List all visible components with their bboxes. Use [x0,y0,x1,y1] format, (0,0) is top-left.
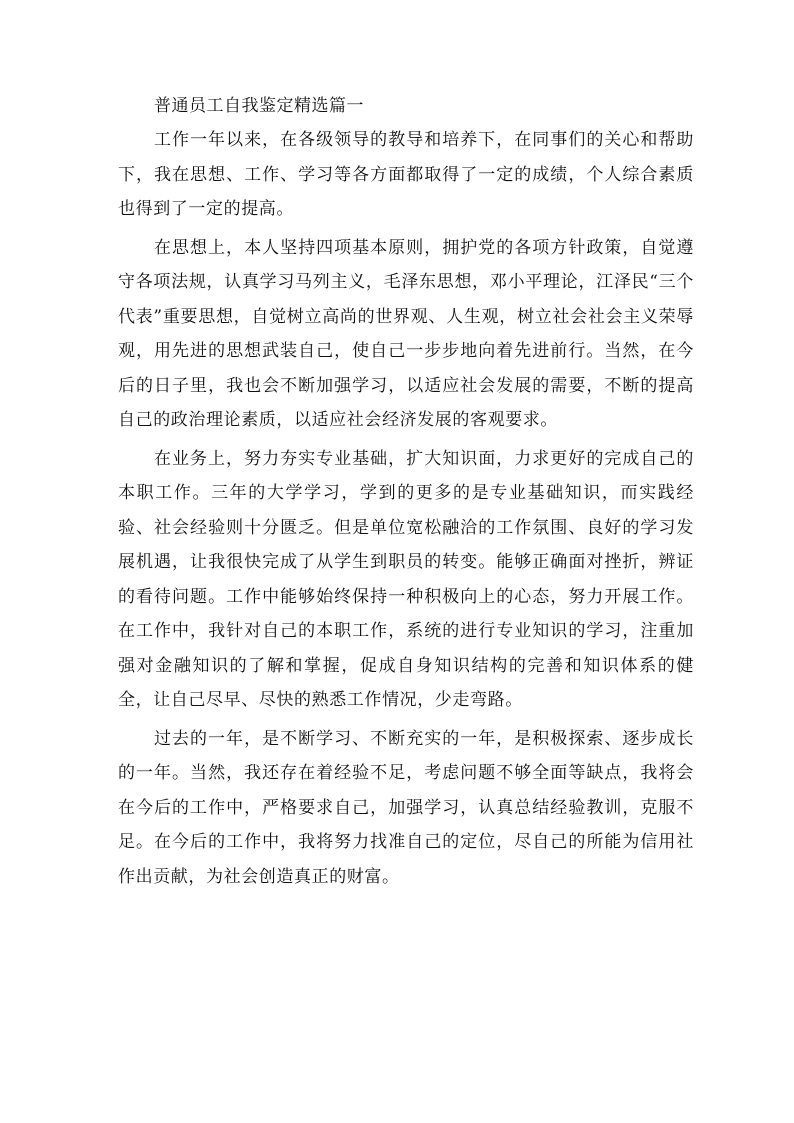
paragraph-summary: 过去的一年，是不断学习、不断充实的一年，是积极探索、逐步成长的一年。当然，我还存在着经验不足，考虑问题不够全面等缺点，我将会在今后的工作中，严格要求自己，加强学习，认真总结经验教训，克服不足。在今后的工作中，我将努力找准自己的定位，尽自己的所能为信用社作出贡献，为社会创造真正的财富。 [118,728,694,887]
paragraph-business: 在业务上，努力夯实专业基础，扩大知识面，力求更好的完成自己的本职工作。三年的大学学习，学到的更多的是专业基础知识，而实践经验、社会经验则十分匮乏。但是单位宽松融洽的工作氛围、良好的学习发展机遇，让我很快完成了从学生到职员的转变。能够正确面对挫折，辨证的看待问题。工作中能够始终保持一种积极向上的心态，努力开展工作。在工作中，我针对自己的本职工作，系统的进行专业知识的学习，注重加强对金融知识的了解和掌握，促成自身知识结构的完善和知识体系的健全，让自己尽早、尽快的熟悉工作情况，少走弯路。 [118,448,694,710]
paragraph-intro: 工作一年以来，在各级领导的教导和培养下，在同事们的关心和帮助下，我在思想、工作、学习等各方面都取得了一定的成绩，个人综合素质也得到了一定的提高。 [118,130,694,219]
document-title: 普通员工自我鉴定精选篇一 [154,96,364,116]
document-body [118,91,694,898]
paragraph-ideology: 在思想上，本人坚持四项基本原则，拥护党的各项方针政策，自觉遵守各项法规，认真学习马列主义，毛泽东思想，邓小平理论，江泽民“三个代表”重要思想，自觉树立高尚的世界观、人生观，树立社会社会主义荣辱观，用先进的思想武装自己，使自己一步步地向着先进前行。当然，在今后的日子里，我也会不断加强学习，以适应社会发展的需要，不断的提高自己的政治理论素质，以适应社会经济发展的客观要求。 [118,237,694,430]
